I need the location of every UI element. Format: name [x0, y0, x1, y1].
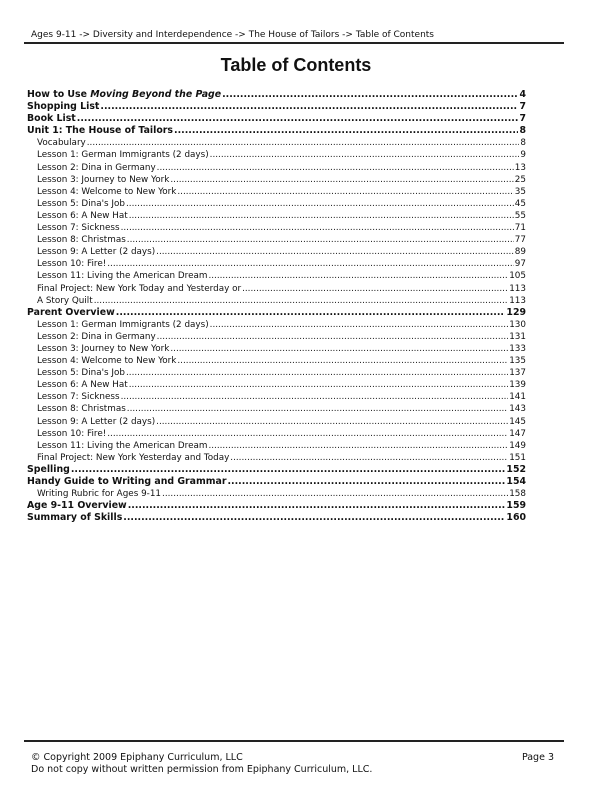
toc-entry-label-text: Lesson 8: Christmas: [37, 404, 126, 415]
toc-entry-label: [27, 476, 227, 488]
toc-dot-leader: [129, 379, 509, 391]
toc-entry-label: [37, 222, 120, 234]
toc-dot-leader: [174, 125, 518, 137]
copy-notice-text: Do not copy without written permission from Epiphany Curriculum, LLC.: [31, 764, 373, 775]
toc-subsection-entry: [27, 367, 526, 379]
toc-dot-leader: [157, 331, 509, 343]
toc-subsection-entry: [27, 210, 526, 222]
toc-section-entry: [27, 113, 526, 125]
toc-dot-leader: [127, 403, 508, 415]
toc-page-number: 141: [509, 392, 526, 403]
toc-page-number: 113: [509, 283, 526, 294]
toc-subsection-entry: [27, 246, 526, 258]
toc-entry-label-text: Lesson 2: Dina in Germany: [37, 162, 156, 173]
toc-entry-label-text: Lesson 10: Fire!: [37, 259, 107, 270]
toc-entry-label-text: How to Use: [27, 89, 91, 100]
toc-page-number: 130: [509, 319, 526, 330]
toc-entry-label: [37, 149, 209, 161]
toc-dot-leader: [156, 246, 514, 258]
toc-subsection-entry: [27, 416, 526, 428]
toc-entry-label: [37, 331, 156, 343]
footer-divider: [24, 740, 564, 742]
toc-dot-leader: [127, 234, 514, 246]
toc-entry-label-text: Lesson 5: Dina's Job: [37, 368, 125, 379]
copyright-text: © Copyright 2009 Epiphany Curriculum, LLC: [31, 752, 243, 763]
toc-entry-label: [37, 416, 155, 428]
toc-dot-leader: [94, 295, 509, 307]
toc-entry-label: [37, 391, 120, 403]
toc-page-number: 113: [509, 295, 526, 306]
toc-dot-leader: [170, 174, 513, 186]
toc-subsection-entry: [27, 319, 526, 331]
toc-entry-label: [37, 379, 128, 391]
toc-subsection-entry: [27, 379, 526, 391]
toc-page-number: 35: [514, 186, 526, 197]
toc-entry-label: [37, 137, 86, 149]
toc-subsection-entry: [27, 234, 526, 246]
toc-dot-leader: [121, 391, 509, 403]
toc-subsection-entry: [27, 403, 526, 415]
toc-entry-label-text: Lesson 8: Christmas: [37, 235, 126, 246]
toc-dot-leader: [210, 149, 520, 161]
toc-page-number: 77: [514, 235, 526, 246]
toc-page-number: 105: [509, 271, 526, 282]
toc-entry-label-text: Lesson 3: Journey to New York: [37, 343, 170, 354]
toc-dot-leader: [157, 162, 514, 174]
toc-subsection-entry: [27, 283, 526, 295]
toc-entry-label-text: Handy Guide to Writing and Grammar: [27, 476, 227, 487]
toc-entry-label-text: Final Project: New York Today and Yesterday or: [37, 283, 242, 294]
toc-entry-label: [37, 295, 93, 307]
toc-entry-label: [37, 367, 125, 379]
toc-page-number: 154: [506, 476, 526, 487]
toc-entry-label-text: Lesson 5: Dina's Job: [37, 198, 125, 209]
toc-subsection-entry: [27, 258, 526, 270]
toc-dot-leader: [129, 210, 514, 222]
table-of-contents: [27, 89, 526, 524]
toc-subsection-entry: [27, 149, 526, 161]
toc-entry-label-text: Lesson 9: A Letter (2 days): [37, 247, 156, 258]
toc-section-entry: [27, 89, 526, 101]
toc-entry-label-text: Lesson 11: Living the American Dream: [37, 271, 208, 282]
toc-subsection-entry: [27, 222, 526, 234]
toc-entry-label: [37, 403, 126, 415]
toc-subsection-entry: [27, 343, 526, 355]
toc-section-entry: [27, 500, 526, 512]
toc-dot-leader: [210, 319, 509, 331]
toc-entry-label: [37, 198, 125, 210]
breadcrumb: Ages 9-11 -> Diversity and Interdependence -> The House of Tailors -> Table of Contents: [31, 30, 434, 40]
toc-page-number: 13: [514, 162, 526, 173]
toc-page-number: 160: [506, 512, 526, 524]
toc-page-number: 152: [506, 463, 526, 475]
toc-dot-leader: [230, 452, 508, 464]
toc-entry-label-text: Lesson 4: Welcome to New York: [37, 186, 177, 197]
toc-entry-label-text: Unit 1: The House of Tailors: [27, 125, 174, 137]
toc-dot-leader: [126, 198, 514, 210]
toc-section-entry: [27, 512, 526, 524]
toc-entry-label-text: Vocabulary: [37, 138, 86, 149]
toc-dot-leader: [128, 500, 506, 512]
toc-section-entry: [27, 125, 526, 137]
toc-dot-leader: [116, 307, 506, 319]
toc-page-number: 143: [509, 404, 526, 415]
toc-entry-label-text: Final Project: New York Yesterday and Today: [37, 452, 230, 463]
toc-entry-label-text: Summary of Skills: [27, 512, 123, 524]
toc-subsection-entry: [27, 162, 526, 174]
toc-subsection-entry: [27, 428, 526, 440]
toc-subsection-entry: [27, 198, 526, 210]
toc-dot-leader: [242, 283, 508, 295]
toc-entry-label: [37, 234, 126, 246]
toc-entry-label: [27, 500, 127, 512]
toc-entry-label: [37, 355, 176, 367]
toc-entry-label: [27, 89, 221, 101]
toc-page-number: 129: [506, 306, 526, 318]
toc-subsection-entry: [27, 270, 526, 282]
toc-entry-label: [37, 174, 169, 186]
toc-entry-label: [37, 319, 209, 331]
toc-page-number: 89: [514, 247, 526, 258]
toc-dot-leader: [77, 113, 519, 125]
toc-entry-label-text: Lesson 10: Fire!: [37, 428, 107, 439]
toc-page-number: 71: [514, 223, 526, 234]
toc-entry-label: [27, 307, 115, 319]
toc-dot-leader: [170, 343, 508, 355]
toc-page-number: 8: [520, 138, 526, 149]
toc-entry-label: [37, 210, 128, 222]
toc-subsection-entry: [27, 174, 526, 186]
toc-page-number: 139: [509, 380, 526, 391]
toc-entry-label: [37, 428, 106, 440]
toc-entry-label: [37, 246, 155, 258]
toc-dot-leader: [162, 488, 508, 500]
toc-subsection-entry: [27, 391, 526, 403]
toc-entry-label: [37, 258, 106, 270]
toc-entry-label-text: Lesson 7: Sickness: [37, 392, 120, 403]
toc-dot-leader: [177, 186, 513, 198]
toc-entry-label: [37, 270, 207, 282]
toc-dot-leader: [208, 270, 508, 282]
toc-subsection-entry: [27, 355, 526, 367]
toc-section-entry: [27, 101, 526, 113]
toc-entry-label-text: Shopping List: [27, 101, 100, 113]
toc-entry-label-text: Lesson 3: Journey to New York: [37, 174, 170, 185]
toc-page-number: 9: [520, 150, 526, 161]
toc-dot-leader: [100, 101, 518, 113]
toc-dot-leader: [123, 512, 505, 524]
toc-page-number: 149: [509, 440, 526, 451]
toc-page-number: 97: [514, 259, 526, 270]
toc-entry-label: [37, 488, 161, 500]
toc-entry-label-text: Lesson 6: A New Hat: [37, 380, 128, 391]
toc-entry-label-text: Age 9-11 Overview: [27, 500, 127, 512]
toc-dot-leader: [87, 137, 520, 149]
toc-entry-label-text: Lesson 2: Dina in Germany: [37, 331, 156, 342]
toc-entry-label: [37, 452, 229, 464]
toc-dot-leader: [156, 416, 508, 428]
toc-page-number: 45: [514, 198, 526, 209]
toc-entry-label-text: Lesson 7: Sickness: [37, 223, 120, 234]
toc-subsection-entry: [27, 440, 526, 452]
toc-subsection-entry: [27, 137, 526, 149]
toc-page-number: 7: [519, 101, 526, 113]
toc-page-number: 55: [514, 210, 526, 221]
toc-page-number: 25: [514, 174, 526, 185]
toc-page-number: 137: [509, 368, 526, 379]
toc-section-entry: [27, 476, 526, 488]
toc-entry-label-text: Parent Overview: [27, 306, 115, 318]
toc-entry-label-italic: Moving Beyond the Page: [90, 89, 222, 100]
toc-subsection-entry: [27, 331, 526, 343]
toc-dot-leader: [71, 464, 506, 476]
toc-dot-leader: [107, 258, 514, 270]
toc-entry-label-text: Book List: [27, 113, 76, 125]
toc-entry-label-text: Lesson 1: German Immigrants (2 days): [37, 319, 209, 330]
toc-entry-label-text: Lesson 9: A Letter (2 days): [37, 416, 156, 427]
toc-dot-leader: [121, 222, 514, 234]
page-number: Page 3: [521, 752, 554, 763]
toc-entry-label: [27, 125, 173, 137]
toc-page-number: 7: [519, 113, 526, 125]
toc-page-number: 151: [509, 452, 526, 463]
toc-dot-leader: [228, 476, 506, 488]
toc-page-number: 147: [509, 428, 526, 439]
toc-page-number: 145: [509, 416, 526, 427]
header-divider: [24, 42, 564, 44]
toc-dot-leader: [107, 428, 508, 440]
toc-entry-label: [37, 186, 176, 198]
toc-dot-leader: [208, 440, 508, 452]
toc-entry-label: [27, 101, 99, 113]
toc-entry-label: [37, 283, 241, 295]
toc-page-number: 131: [509, 331, 526, 342]
toc-page-number: 135: [509, 356, 526, 367]
toc-entry-label-text: Lesson 11: Living the American Dream: [37, 440, 208, 451]
toc-page-number: 133: [509, 343, 526, 354]
toc-subsection-entry: [27, 488, 526, 500]
toc-subsection-entry: [27, 452, 526, 464]
toc-page-number: 159: [506, 500, 526, 512]
toc-entry-label-text: Lesson 4: Welcome to New York: [37, 356, 177, 367]
toc-section-entry: [27, 307, 526, 319]
toc-entry-label: [37, 162, 156, 174]
toc-page-number: 158: [509, 489, 526, 500]
toc-entry-label-text: Writing Rubric for Ages 9-11: [37, 489, 162, 500]
toc-entry-label-text: Spelling: [27, 463, 70, 475]
toc-subsection-entry: [27, 186, 526, 198]
toc-entry-label: [27, 464, 70, 476]
page-title: Table of Contents: [220, 55, 372, 75]
toc-dot-leader: [126, 367, 508, 379]
toc-entry-label: [27, 113, 76, 125]
toc-page-number: 8: [519, 125, 526, 137]
toc-entry-label: [27, 512, 122, 524]
toc-page-number: 4: [519, 89, 526, 100]
toc-entry-label: [37, 440, 207, 452]
toc-entry-label-text: Lesson 1: German Immigrants (2 days): [37, 150, 209, 161]
toc-dot-leader: [177, 355, 508, 367]
toc-section-entry: [27, 464, 526, 476]
toc-dot-leader: [222, 89, 518, 101]
footer-copyright-block: [31, 752, 372, 776]
toc-entry-label-text: Lesson 6: A New Hat: [37, 210, 128, 221]
toc-subsection-entry: [27, 295, 526, 307]
toc-entry-label: [37, 343, 169, 355]
toc-entry-label-text: A Story Quilt: [37, 295, 93, 306]
